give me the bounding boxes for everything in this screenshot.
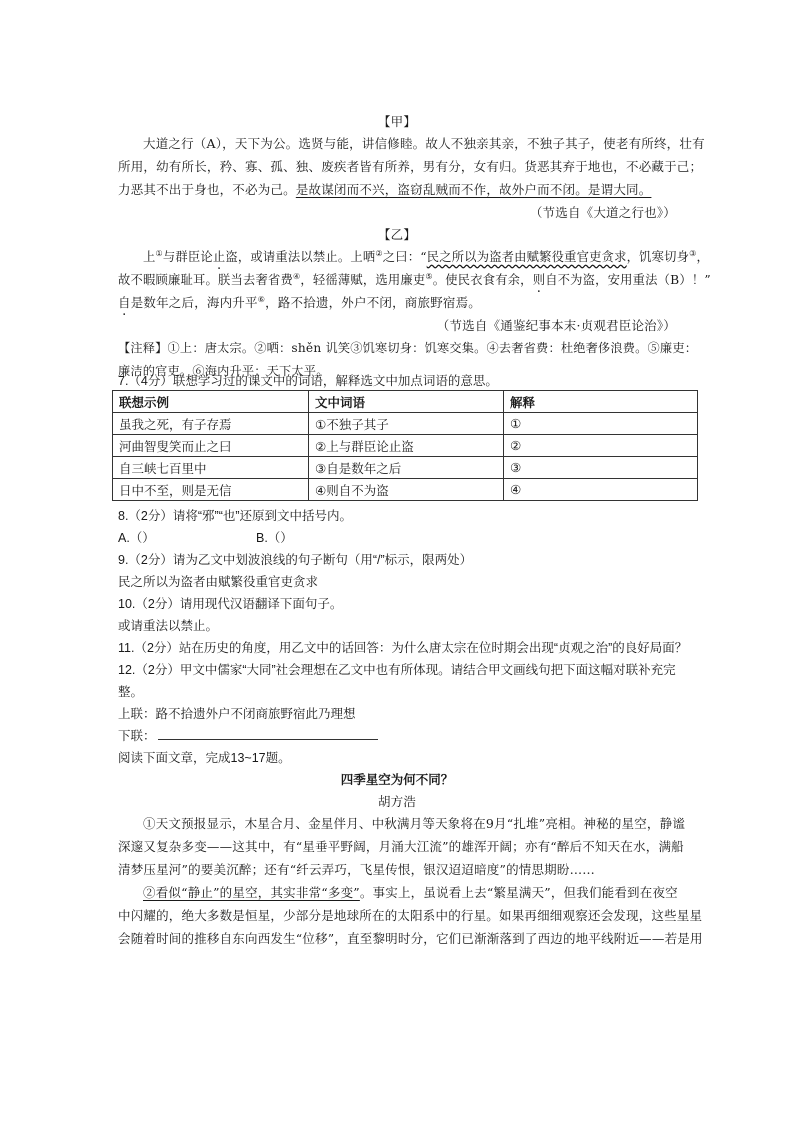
passage-jia-line-1: 大道之行（A），天下为公。选贤与能，讲信修睦。故人不独亲其亲，不独子其子，使老有所终，壮有 bbox=[143, 136, 705, 151]
word-cell: ③自是数年之后 bbox=[309, 457, 504, 479]
text: 。使民衣食有余， bbox=[432, 273, 533, 287]
passage-yi-heading: 【乙】 bbox=[377, 227, 417, 242]
note-ref: ② bbox=[375, 248, 383, 258]
answer-cell[interactable]: ④ bbox=[504, 479, 698, 501]
passage-jia-line-2: 所用，幼有所长，矜、寡、孤、独、废疾者皆有所养，男有分，女有归。货恶其弃于地也，不必藏于己； bbox=[118, 159, 703, 174]
dotted-word-ze: 则 bbox=[532, 273, 546, 287]
q7-table bbox=[112, 390, 698, 501]
note-ref: ① bbox=[155, 248, 163, 258]
word-cell: ①不独子其子 bbox=[309, 413, 504, 435]
text: 自不为盗，安用重法（B）！” bbox=[545, 273, 711, 287]
article-p2-line-2: 中闪耀的，绝大多数是恒星，少部分是地球所在的太阳系中的行星。如果再细细观察还会发现，这些星星 bbox=[118, 908, 703, 923]
underlined-sentence: 是故谋闭而不兴，盗窃乱贼而不作，故外户而不闭。是谓大同。 bbox=[295, 182, 652, 197]
answer-cell[interactable]: ③ bbox=[504, 457, 698, 479]
note-ref: ④ bbox=[292, 271, 301, 281]
q12-prompt-line-2: 整。 bbox=[118, 685, 144, 699]
text: 盗，或请重法以禁止。上哂 bbox=[225, 250, 376, 264]
note-ref: ⑥ bbox=[257, 294, 266, 304]
article-p1-line-2: 深邃又复杂多变——这其中，有“星垂平野阔，月涌大江流”的雄浑开阔；亦有“醉后不知天在水，满船 bbox=[118, 839, 684, 854]
text: 。事实上，虽说看上去“繁星满天”，但我们能看到在夜空 bbox=[359, 885, 678, 900]
article-p1-line-3: 清梦压星河”的要美沉醉；还有“纤云弄巧，飞星传恨，银汉迢迢暗度”的情思期盼…… bbox=[118, 862, 595, 877]
q11-prompt: 11.（2分）站在历史的角度，用乙文中的话回答：为什么唐太宗在位时期会出现“贞观之治”的良好局面？ bbox=[118, 641, 688, 655]
answer-cell[interactable]: ② bbox=[504, 435, 698, 457]
text: ，轻徭薄赋，选用廉吏 bbox=[300, 273, 426, 287]
article-p2-line-3: 会随着时间的推移自东向西发生“位移”，直至黎明时分，它们已渐渐落到了西边的地平线附近——若是用 bbox=[118, 931, 703, 946]
dotted-word-zhi: 止 bbox=[212, 250, 226, 264]
text: 是数年之后，海内升平 bbox=[130, 295, 258, 310]
header-cell: 文中词语 bbox=[309, 391, 504, 413]
example-cell: 虽我之死，有子存焉 bbox=[113, 413, 309, 435]
passage-yi-source: （节选自《通鉴纪事本末·贞观君臣论治》） bbox=[436, 318, 676, 333]
q8-blank-a[interactable]: A.（） bbox=[118, 531, 155, 545]
word-cell: ②上与群臣论止盗 bbox=[309, 435, 504, 457]
q10-prompt: 10.（2分）请用现代汉语翻译下面句子。 bbox=[118, 597, 343, 611]
answer-blank-line[interactable] bbox=[158, 729, 378, 740]
table-row bbox=[113, 435, 698, 457]
wavy-underlined-sentence: 民之所以为盗者由赋繁役重官吏贪求 bbox=[426, 250, 627, 264]
passage-jia-heading: 【甲】 bbox=[377, 114, 417, 129]
table-row bbox=[113, 413, 698, 435]
example-cell: 自三峡七百里中 bbox=[113, 457, 309, 479]
text: 故不暇顾廉耻耳。朕当去奢省费 bbox=[118, 273, 293, 287]
article-title: 四季星空为何不同？ bbox=[340, 773, 454, 787]
dotted-word-zi: 自 bbox=[118, 295, 131, 310]
text: 上 bbox=[143, 250, 156, 264]
q9-prompt: 9.（2分）请为乙文中划波浪线的句子断句（用“/”标示，限两处） bbox=[118, 553, 473, 567]
answer-cell[interactable]: ① bbox=[504, 413, 698, 435]
text: ， bbox=[696, 250, 710, 264]
q8-blank-b[interactable]: B.（） bbox=[256, 531, 293, 545]
q7-prompt: 7.（4分）联想学习过的课文中的词语，解释选文中加点词语的意思。 bbox=[118, 374, 498, 388]
header-cell: 解释 bbox=[504, 391, 698, 413]
article-p1-line-1: ①天文预报显示，木星合月、金星伴月、中秋满月等天象将在9月“扎堆”亮相。神秘的星空，静谧 bbox=[143, 816, 686, 831]
couplet-lower-label: 下联： bbox=[118, 729, 156, 743]
notes-line-1: 【注释】①上：唐太宗。②哂：shěn 讥笑③饥寒切身：饥寒交集。④去奢省费：杜绝奢侈浪费。⑤廉吏： bbox=[118, 341, 698, 355]
passage-jia-line-3 bbox=[118, 180, 651, 198]
article-author: 胡方浩 bbox=[377, 794, 417, 809]
text: 与群臣论 bbox=[162, 250, 213, 264]
underlined-sentence: ②看似“静止”的星空，其实非常“多变” bbox=[143, 885, 360, 900]
article-p2-line-1 bbox=[143, 883, 678, 901]
table-row bbox=[113, 457, 698, 479]
passage-yi-line-1 bbox=[143, 247, 709, 265]
word-cell: ④则自不为盗 bbox=[309, 479, 504, 501]
q12-prompt-line-1: 12.（2分）甲文中儒家“大同”社会理想在乙文中也有所体现。请结合甲文画线句把下面这幅对联补充完 bbox=[118, 663, 676, 677]
passage-jia-line-3-text: 力恶其不出于身也，不必为己。 bbox=[118, 182, 296, 197]
header-cell: 联想示例 bbox=[113, 391, 309, 413]
reading-intro: 阅读下面文章，完成13~17题。 bbox=[118, 751, 291, 765]
text: 之曰：“ bbox=[382, 250, 427, 264]
note-ref: ⑤ bbox=[425, 271, 433, 281]
table-row bbox=[113, 479, 698, 501]
example-cell: 河曲智叟笑而止之曰 bbox=[113, 435, 309, 457]
q8-prompt: 8.（2分）请将“邪”“也”还原到文中括号内。 bbox=[118, 509, 353, 523]
passage-yi-line-3 bbox=[118, 293, 481, 311]
passage-jia-source: （节选自《大道之行也》） bbox=[529, 205, 676, 220]
example-cell: 日中不至，则是无信 bbox=[113, 479, 309, 501]
text: ，饥寒切身 bbox=[626, 250, 690, 264]
note-ref: ③ bbox=[689, 248, 697, 258]
notes-line-2: 廉洁的官吏。⑥海内升平：天下太平。 bbox=[118, 364, 329, 378]
passage-yi-line-2 bbox=[118, 270, 711, 288]
q9-sentence: 民之所以为盗者由赋繁役重官吏贪求 bbox=[118, 575, 319, 589]
q10-sentence: 或请重法以禁止。 bbox=[118, 619, 219, 633]
couplet-lower bbox=[118, 726, 378, 744]
table-header-row bbox=[113, 391, 698, 413]
couplet-upper: 上联：路不拾遗外户不闭商旅野宿此乃理想 bbox=[118, 707, 356, 721]
text: ，路不拾遗，外户不闭，商旅野宿焉。 bbox=[265, 295, 481, 310]
